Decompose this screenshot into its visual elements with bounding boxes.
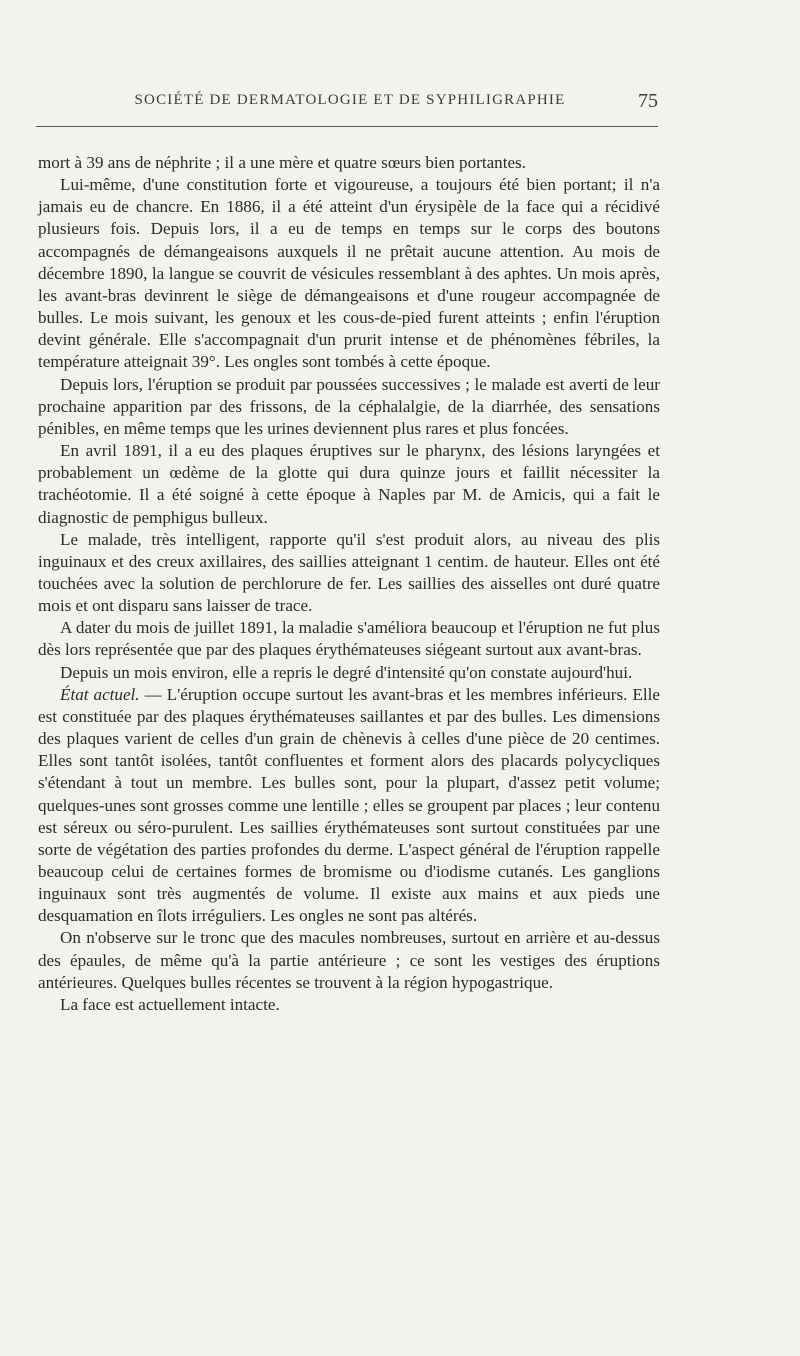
- paragraph-10: La face est actuellement intacte.: [60, 994, 280, 1014]
- paragraph-8: [38, 684, 660, 928]
- page-number: 75: [638, 90, 658, 112]
- paragraph-8-text: — L'éruption occupe surtout les avant-bras et les membres inférieurs. Elle est constituée par des plaques érythémateuses saillantes et par des bulles. Les dimensions des plaques varient de celles d'un grain de chènevis à celles d'une pièce de 20 centimes. Elles sont tantôt isolées, tantôt confluentes et forment alors des placards polycycliques s'étendant à tout un membre. Les bulles sont, pour la plupart, d'assez petit volume; quelques-unes sont grosses comme une lentille ; elles se groupent par places ; leur contenu est séreux ou séro-purulent. Les saillies érythémateuses sont surtout constituées par une sorte de végétation des parties profondes du derme. L'aspect général de l'éruption rappelle beaucoup celui de certaines formes de bromisme ou d'iodisme cutanés. Les ganglions inguinaux sont très augmentés de volume. Il existe aux mains et aux pieds une desquamation en îlots irréguliers. Les ongles ne sont pas altérés.: [38, 684, 660, 926]
- paragraph-4: En avril 1891, il a eu des plaques éruptives sur le pharynx, des lésions laryngées et probablement un œdème de la glotte qui dura quinze jours et faillit nécessiter la trachéotomie. Il a été soigné à cette époque à Naples par M. de Amicis, qui a fait le diagnostic de pemphigus bulleux.: [38, 441, 660, 527]
- paragraph-7: Depuis un mois environ, elle a repris le degré d'intensité qu'on constate aujourd'hui.: [60, 662, 633, 682]
- section-label: État actuel.: [60, 684, 140, 704]
- paragraph-6: A dater du mois de juillet 1891, la maladie s'améliora beaucoup et l'éruption ne fut plus dès lors représentée que par des plaques érythémateuses siégeant surtout aux avant-bras.: [38, 618, 660, 660]
- paragraph-2: Lui-même, d'une constitution forte et vigoureuse, a toujours été bien portant; il n'a jamais eu de chancre. En 1886, il a été atteint d'un érysipèle de la face qui a récidivé plusieurs fois. Depuis lors, il a eu de temps en temps sur le corps des boutons accompagnés de démangeaisons auxquels il ne prêtait aucune attention. Au mois de décembre 1890, la langue se couvrit de vésicules ressemblant à des aphtes. Un mois après, les avant-bras devinrent le siège de démangeaisons et d'une rougeur accompagnée de bulles. Le mois suivant, les genoux et les cous-de-pied furent atteints ; enfin l'éruption devint générale. Elle s'accompagnait d'un prurit intense et de phénomènes fébriles, la température atteignait 39°. Les ongles sont tombés à cette époque.: [38, 175, 660, 372]
- page-header: [90, 92, 658, 124]
- body-text: [38, 152, 660, 1016]
- paragraph-9: On n'observe sur le tronc que des macules nombreuses, surtout en arrière et au-dessus des épaules, de même qu'à la partie antérieure ; ce sont les vestiges des éruptions antérieures. Quelques bulles récentes se trouvent à la région hypogastrique.: [38, 928, 660, 992]
- header-rule: [36, 126, 658, 127]
- paragraph-1: mort à 39 ans de néphrite ; il a une mère et quatre sœurs bien portantes.: [38, 153, 526, 172]
- running-head: SOCIÉTÉ DE DERMATOLOGIE ET DE SYPHILIGRAPHIE: [134, 92, 566, 108]
- paragraph-3: Depuis lors, l'éruption se produit par poussées successives ; le malade est averti de leur prochaine apparition par des frissons, de la céphalalgie, de la diarrhée, des sensations pénibles, en même temps que les urines deviennent plus rares et plus foncées.: [38, 374, 660, 438]
- paragraph-5: Le malade, très intelligent, rapporte qu'il s'est produit alors, au niveau des plis inguinaux et des creux axillaires, des saillies atteignant 1 centim. de hauteur. Elles ont été touchées avec la solution de perchlorure de fer. Les saillies des aisselles ont duré quatre mois et ont disparu sans laisser de trace.: [38, 529, 660, 616]
